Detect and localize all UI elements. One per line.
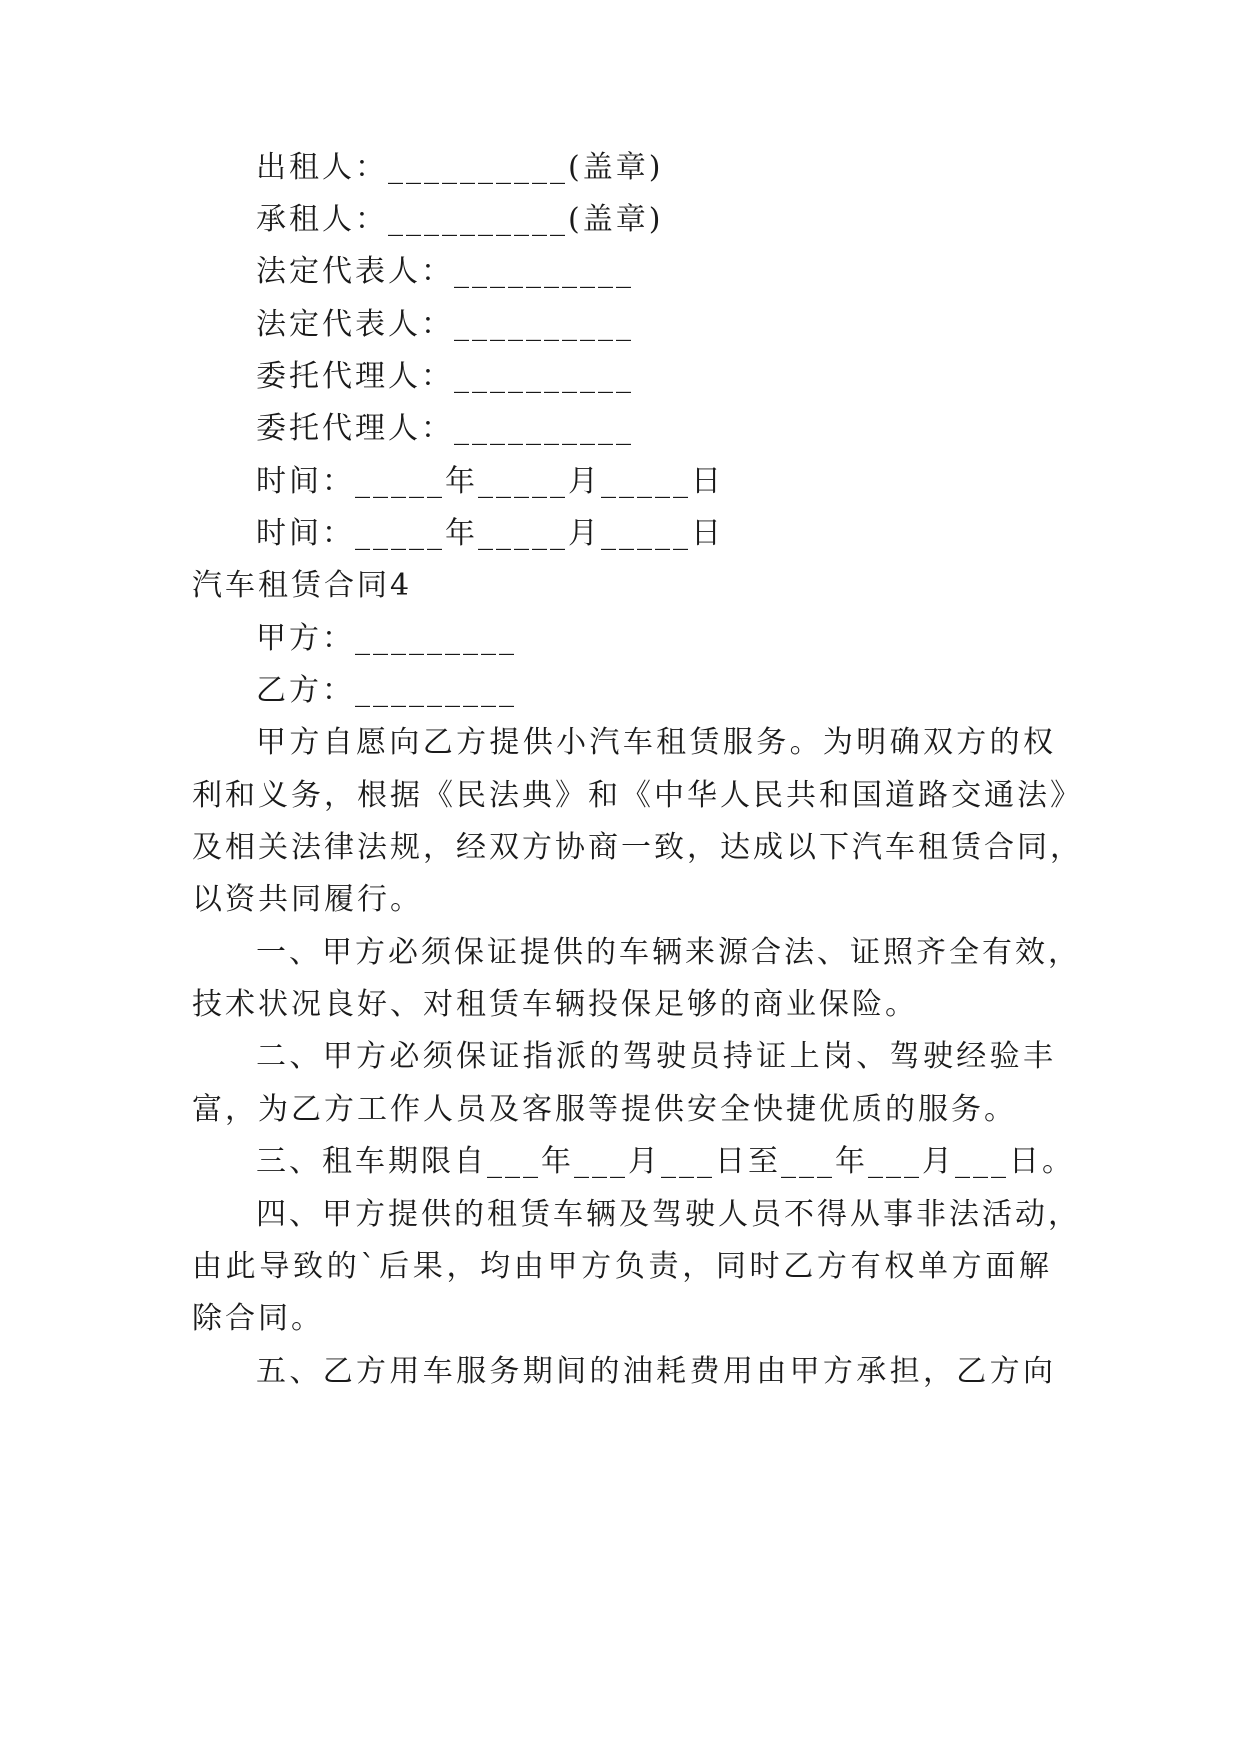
date-line: 时间：_____年_____月_____日 xyxy=(256,464,724,499)
lessee-signature-line: 承租人：__________(盖章) xyxy=(256,202,664,237)
date-line: 时间：_____年_____月_____日 xyxy=(256,516,724,551)
preamble-line: 及相关法律法规，经双方协商一致，达成以下汽车租赁合同， xyxy=(192,830,1083,865)
preamble-line: 利和义务，根据《民法典》和《中华人民共和国道路交通法》 xyxy=(192,778,1083,813)
preamble-line: 以资共同履行。 xyxy=(192,882,423,917)
clause-1-line: 技术状况良好、对租赁车辆投保足够的商业保险。 xyxy=(192,987,918,1022)
legal-representative-line: 法定代表人：__________ xyxy=(256,254,634,289)
lessor-signature-line: 出租人：__________(盖章) xyxy=(256,150,664,185)
clause-5-line: 五、乙方用车服务期间的油耗费用由甲方承担，乙方向 xyxy=(256,1354,1056,1389)
clause-2-line: 富，为乙方工作人员及客服等提供安全快捷优质的服务。 xyxy=(192,1092,1017,1127)
party-b-line: 乙方：_________ xyxy=(256,673,517,708)
clause-4-line: 除合同。 xyxy=(192,1301,324,1336)
clause-4-line: 由此导致的`后果，均由甲方负责，同时乙方有权单方面解 xyxy=(192,1249,1052,1284)
section-title: 汽车租赁合同4 xyxy=(192,568,413,603)
clause-1-line: 一、甲方必须保证提供的车辆来源合法、证照齐全有效， xyxy=(256,935,1081,970)
clause-4-line: 四、甲方提供的租赁车辆及驾驶人员不得从事非法活动， xyxy=(256,1197,1081,1232)
party-a-line: 甲方：_________ xyxy=(256,621,517,656)
authorized-agent-line: 委托代理人：__________ xyxy=(256,359,634,394)
clause-2-line: 二、甲方必须保证指派的驾驶员持证上岗、驾驶经验丰 xyxy=(256,1039,1056,1074)
preamble-line: 甲方自愿向乙方提供小汽车租赁服务。为明确双方的权 xyxy=(256,725,1056,760)
legal-representative-line: 法定代表人：__________ xyxy=(256,307,634,342)
authorized-agent-line: 委托代理人：__________ xyxy=(256,411,634,446)
clause-3-line: 三、租车期限自___年___月___日至___年___月___日。 xyxy=(256,1144,1075,1179)
